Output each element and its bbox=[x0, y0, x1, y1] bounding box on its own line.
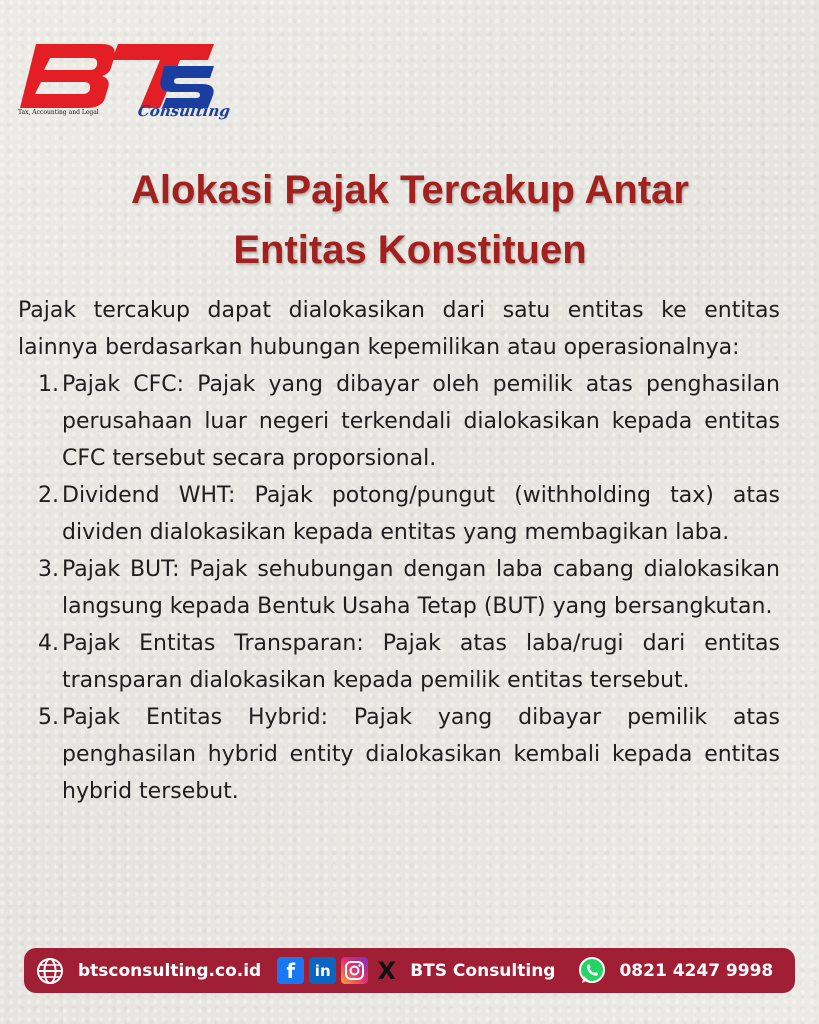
page-title-line-1: Alokasi Pajak Tercakup Antar bbox=[130, 168, 689, 212]
social-links bbox=[277, 957, 400, 984]
contact-footer bbox=[24, 948, 795, 993]
allocation-list bbox=[18, 366, 780, 810]
list-item-number: 3. bbox=[38, 557, 59, 582]
list-item-text: Pajak Entitas Transparan: Pajak atas laba/rugi dari entitas transparan dialokasikan kepada pemilik entitas tersebut. bbox=[62, 631, 780, 693]
list-item-text: Dividend WHT: Pajak potong/pungut (withholding tax) atas dividen dialokasikan kepada entitas yang membagikan laba. bbox=[62, 483, 780, 545]
list-item-number: 1. bbox=[38, 372, 59, 397]
list-item-text: Pajak CFC: Pajak yang dibayar oleh pemilik atas penghasilan perusahaan luar negeri terkendali dialokasikan kepada entitas CFC tersebut secara proporsional. bbox=[62, 372, 780, 471]
phone-number[interactable]: 0821 4247 9998 bbox=[619, 960, 774, 981]
globe-icon bbox=[34, 955, 66, 987]
brand-handle[interactable]: BTS Consulting bbox=[410, 960, 556, 981]
logo-tagline: Tax, Accounting and Legal bbox=[18, 109, 99, 116]
intro-paragraph: Pajak tercakup dapat dialokasikan dari satu entitas ke entitas lainnya berdasarkan hubungan kepemilikan atau operasionalnya: bbox=[18, 298, 780, 360]
list-item-text: Pajak BUT: Pajak sehubungan dengan laba cabang dialokasikan langsung kepada Bentuk Usaha Tetap (BUT) yang bersangkutan. bbox=[62, 557, 780, 619]
linkedin-icon[interactable]: in bbox=[309, 957, 336, 984]
list-item-number: 2. bbox=[38, 483, 59, 508]
list-item bbox=[18, 699, 780, 810]
whatsapp-icon[interactable] bbox=[577, 956, 607, 986]
list-item bbox=[18, 366, 780, 477]
page-title-line-2: Entitas Konstituen bbox=[233, 228, 587, 272]
article-body bbox=[18, 292, 780, 810]
website-link[interactable]: btsconsulting.co.id bbox=[78, 960, 262, 981]
facebook-icon[interactable]: f bbox=[277, 957, 304, 984]
list-item bbox=[18, 625, 780, 699]
bts-logo bbox=[14, 36, 232, 128]
x-twitter-icon[interactable]: X bbox=[377, 956, 396, 985]
list-item bbox=[18, 477, 780, 551]
page-title bbox=[40, 160, 780, 280]
list-item-text: Pajak Entitas Hybrid: Pajak yang dibayar pemilik atas penghasilan hybrid entity dialokasikan kembali kepada entitas hybrid tersebut. bbox=[62, 705, 780, 804]
list-item-number: 4. bbox=[38, 631, 59, 656]
logo-consulting-text: Consulting bbox=[136, 102, 232, 120]
instagram-icon[interactable] bbox=[341, 957, 368, 984]
list-item-number: 5. bbox=[38, 705, 59, 730]
list-item bbox=[18, 551, 780, 625]
